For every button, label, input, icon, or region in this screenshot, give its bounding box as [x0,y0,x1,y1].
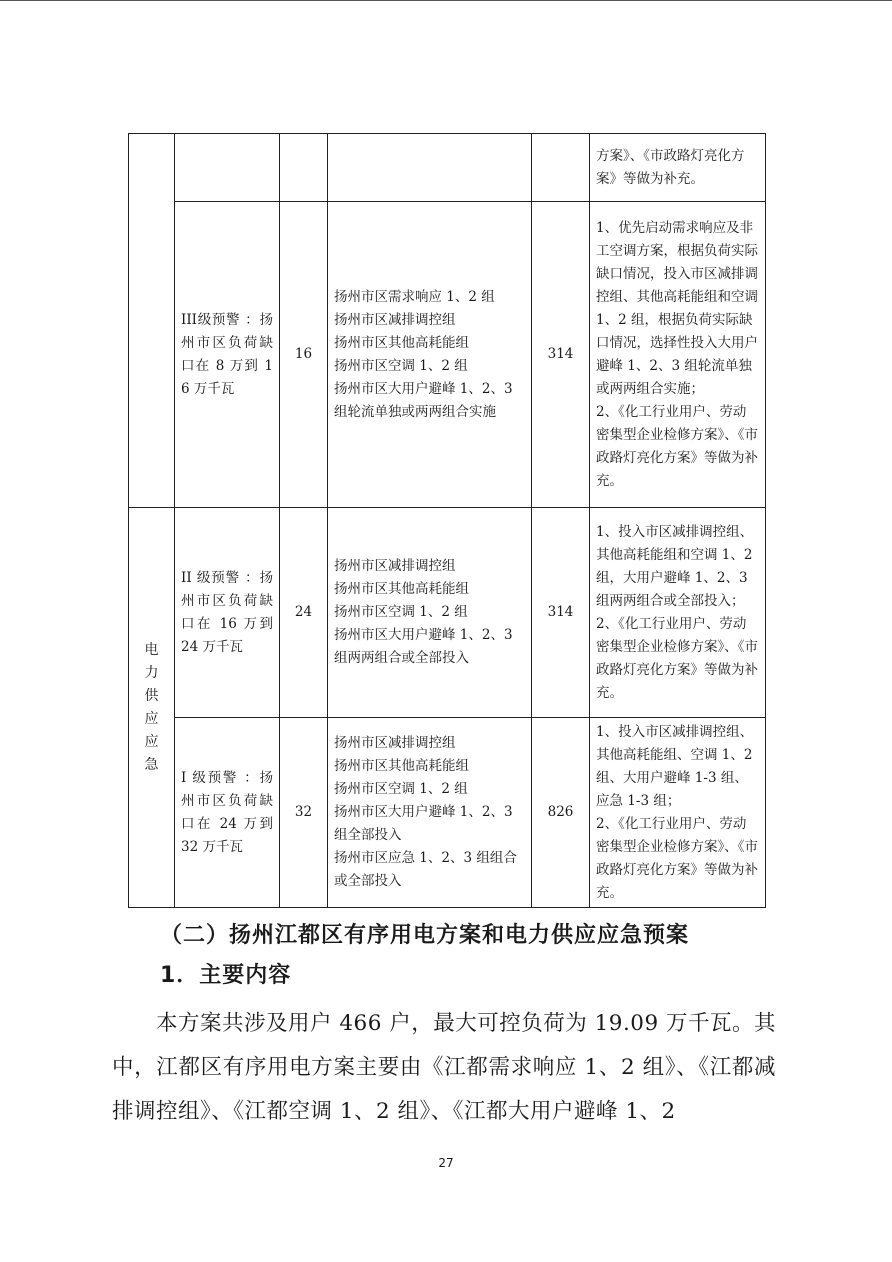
table-cell-notes: 1、投入市区减排调控组、其他高耗能组和空调 1、2 组，大用户避峰 1、2、3 组两两组合或全部投入； 2、《化工行业用户、劳动密集型企业检修方案》、《市政路灯亮化方案》等做为补充。 [590,508,766,718]
table-cell-users: 314 [532,202,590,508]
table-cell-gap [280,134,328,202]
table-cell-users: 314 [532,508,590,718]
subheading: 1．主要内容 [160,963,292,988]
table-cell-warning: III级预警 ：扬州市区负荷缺口在 8 万到 16 万千瓦 [175,202,280,508]
table-cell-notes: 方案》、《市政路灯亮化方案》等做为补充。 [590,134,766,202]
table-cell-gap: 24 [280,508,328,718]
table-cell-groups [328,134,532,202]
table-row [129,508,766,718]
table-cell-users [532,134,590,202]
table-cell-gap: 16 [280,202,328,508]
section-heading: （二）扬州江都区有序用电方案和电力供应应急预案 [160,923,690,948]
table-row [129,202,766,508]
table-cell-groups: 扬州市区减排调控组 扬州市区其他高耗能组 扬州市区空调 1、2 组 扬州市区大用户避峰 1、2、3 组全部投入 扬州市区应急 1、2、3 组组合或全部投入 [328,718,532,908]
ordered-power-table [128,133,766,908]
table-cell-groups: 扬州市区需求响应 1、2 组 扬州市区减排调控组 扬州市区其他高耗能组 扬州市区空调 1、2 组 扬州市区大用户避峰 1、2、3 组轮流单独或两两组合实施 [328,202,532,508]
page-number: 27 [438,1156,454,1170]
body-paragraph: 本方案共涉及用户 466 户，最大可控负荷为 19.09 万千瓦。其中，江都区有序用电方案主要由《江都需求响应 1、2 组》、《江都减排调控组》、《江都空调 1、2 组》、《江都大用户避峰 1、2 [112,1011,776,1124]
table-cell-warning: II 级预警 ：扬州市区负荷缺口在 16 万到 24 万千瓦 [175,508,280,718]
table-cell-groups: 扬州市区减排调控组 扬州市区其他高耗能组 扬州市区空调 1、2 组 扬州市区大用户避峰 1、2、3 组两两组合或全部投入 [328,508,532,718]
table-cell-notes: 1、优先启动需求响应及非工空调方案，根据负荷实际缺口情况，投入市区减排调控组、其他高耗能组和空调 1、2 组，根据负荷实际缺口情况，选择性投入大用户避峰 1、2、3 组轮流单独或两两组合实施； 2、《化工行业用户、劳动密集型企业检修方案》、《市政路灯亮化方案》等做为补充。 [590,202,766,508]
table-cell-category [129,508,175,908]
table-cell-warning [175,134,280,202]
table-row [129,718,766,908]
table-cell-warning: I 级预警 ：扬州市区负荷缺口在 24 万到 32 万千瓦 [175,718,280,908]
category-vertical-label: 电力供应应急 [144,641,159,773]
page-top-border [0,0,892,1]
table-cell-empty [129,134,175,508]
table-cell-gap: 32 [280,718,328,908]
table-cell-users: 826 [532,718,590,908]
table-row [129,134,766,202]
table-cell-notes: 1、投入市区减排调控组、其他高耗能组、空调 1、2 组、大用户避峰 1-3 组、应急 1-3 组； 2、《化工行业用户、劳动密集型企业检修方案》、《市政路灯亮化方案》等做为补充。 [590,718,766,908]
